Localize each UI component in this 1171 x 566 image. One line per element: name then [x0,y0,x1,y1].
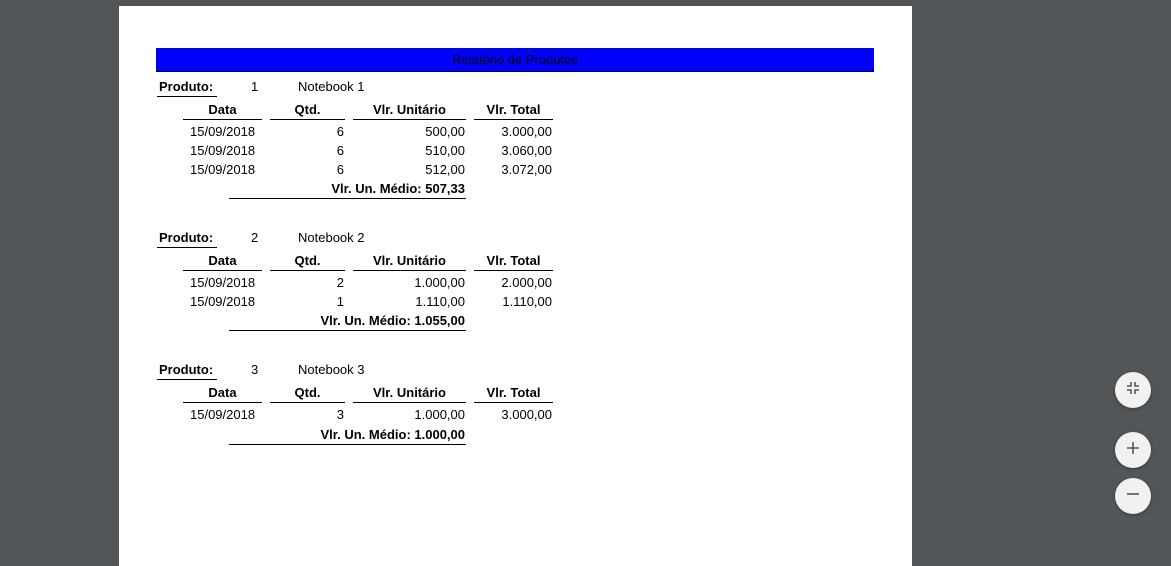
cell-total: 2.000,00 [501,275,552,290]
header-underline [270,119,345,120]
header-underline [183,402,262,403]
cell-qty: 2 [336,275,344,290]
column-header-unit: Vlr. Unitário [373,253,446,268]
cell-unit: 510,00 [425,143,465,158]
cell-date: 15/09/2018 [190,143,256,158]
column-header-qty: Qtd. [294,102,321,117]
zoom-in-button[interactable] [1115,432,1151,468]
average-underline [229,198,466,199]
cell-qty: 3 [336,407,344,422]
cell-date: 15/09/2018 [190,294,256,309]
report-page [119,6,912,566]
cell-total: 3.000,00 [501,407,552,422]
column-header-date: Data [208,253,237,268]
product-label-underline [157,247,217,248]
cell-total: 1.110,00 [502,294,552,309]
average-underline [229,444,466,445]
cell-qty: 6 [336,143,344,158]
zoom-out-button[interactable] [1115,478,1151,514]
header-underline [474,119,553,120]
average-unit-value: Vlr. Un. Médio: 507,33 [331,181,465,196]
cell-unit: 1.000,00 [414,407,465,422]
column-header-qty: Qtd. [294,385,321,400]
header-underline [183,119,262,120]
average-underline [229,330,466,331]
fit-page-button[interactable] [1115,372,1151,408]
average-unit-value: Vlr. Un. Médio: 1.000,00 [320,427,465,442]
product-name: Notebook 2 [298,230,365,245]
column-header-date: Data [208,102,237,117]
cell-total: 3.072,00 [501,162,552,177]
column-header-total: Vlr. Total [486,385,541,400]
column-header-total: Vlr. Total [486,253,541,268]
product-section-1 [119,78,912,218]
product-id: 2 [251,230,259,245]
average-unit-value: Vlr. Un. Médio: 1.055,00 [320,313,465,328]
header-underline [270,402,345,403]
cell-unit: 1.000,00 [414,275,465,290]
header-underline [474,270,553,271]
cell-qty: 6 [336,162,344,177]
cell-unit: 1.110,00 [415,294,465,309]
header-underline [353,119,466,120]
cell-date: 15/09/2018 [190,275,256,290]
column-header-total: Vlr. Total [486,102,541,117]
cell-total: 3.060,00 [501,143,552,158]
column-header-unit: Vlr. Unitário [373,385,446,400]
cell-date: 15/09/2018 [190,407,256,422]
header-underline [353,402,466,403]
cell-qty: 1 [336,294,344,309]
product-label: Produto: [159,362,214,377]
header-underline [353,270,466,271]
column-header-qty: Qtd. [294,253,321,268]
product-name: Notebook 3 [298,362,365,377]
header-underline [474,402,553,403]
header-underline [183,270,262,271]
column-header-date: Data [208,385,237,400]
cell-unit: 512,00 [425,162,465,177]
header-underline [270,270,345,271]
product-section-2 [119,229,912,369]
product-section-3 [119,361,912,501]
cell-qty: 6 [336,124,344,139]
product-label-underline [157,96,217,97]
product-label-underline [157,379,217,380]
plus-icon [1126,441,1140,460]
compress-icon [1126,381,1140,400]
minus-icon [1126,487,1140,506]
product-name: Notebook 1 [298,79,365,94]
cell-date: 15/09/2018 [190,162,256,177]
report-title: Relatório de Produtos [156,48,874,72]
product-label: Produto: [159,230,214,245]
column-header-unit: Vlr. Unitário [373,102,446,117]
product-id: 1 [251,79,259,94]
product-label: Produto: [159,79,214,94]
product-id: 3 [251,362,259,377]
cell-date: 15/09/2018 [190,124,256,139]
cell-total: 3.000,00 [501,124,552,139]
cell-unit: 500,00 [425,124,465,139]
